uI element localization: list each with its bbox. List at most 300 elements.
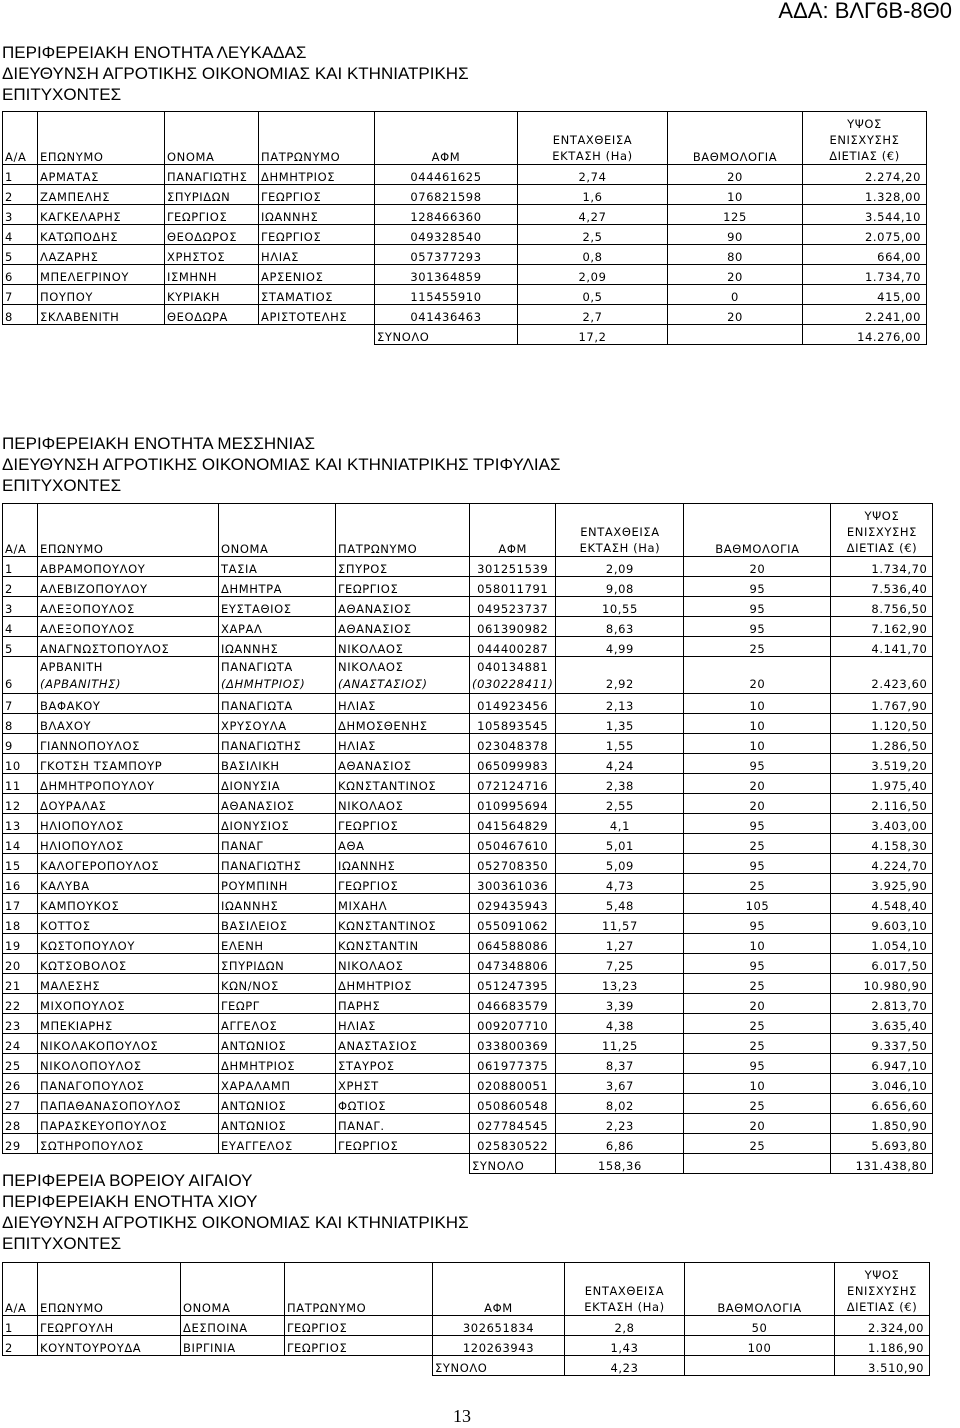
cell-area: 1,43: [565, 1336, 685, 1356]
col-header-afm: ΑΦΜ: [375, 112, 518, 165]
cell-area: 4,24: [556, 754, 684, 774]
col-header-area-line2: ΕΚΤΑΣΗ (Ha): [552, 149, 633, 163]
table-row: [3, 1316, 930, 1336]
col-header-name: ΟΝΟΜΑ: [181, 1263, 285, 1316]
cell-area: 1,55: [556, 734, 684, 754]
cell-name: ΒΑΣΙΛΕΙΟΣ: [219, 914, 336, 934]
cell-score: 20: [684, 774, 831, 794]
cell-score: 25: [684, 1094, 831, 1114]
cell-aa: 22: [3, 994, 38, 1014]
cell-fathers-name: ΠΑΝΑΓ.: [336, 1114, 470, 1134]
cell-name: ΕΥΣΤΑΘΙΟΣ: [219, 597, 336, 617]
cell-area: 2,5: [518, 225, 668, 245]
cell-aa: 28: [3, 1114, 38, 1134]
table-row: [3, 285, 927, 305]
cell-afm: 055091062: [470, 914, 556, 934]
cell-afm: 049328540: [375, 225, 518, 245]
total-amount: 131.438,80: [831, 1154, 933, 1174]
cell-afm: 020880051: [470, 1074, 556, 1094]
cell-amount: 3.544,10: [803, 205, 927, 225]
table-row: [3, 834, 933, 854]
section2-header: [2, 433, 560, 496]
cell-fathers-name: ΜΙΧΑΗΛ: [336, 894, 470, 914]
total-label: ΣΥΝΟΛΟ: [470, 1154, 556, 1174]
cell-afm: 065099983: [470, 754, 556, 774]
cell-area: 3,67: [556, 1074, 684, 1094]
table-row: [3, 1034, 933, 1054]
cell-fathers-name: ΓΕΩΡΓΙΟΣ: [336, 1134, 470, 1154]
cell-area: 9,08: [556, 577, 684, 597]
cell-area: 2,92: [556, 657, 684, 694]
cell-afm: 047348806: [470, 954, 556, 974]
total-row: [3, 325, 927, 345]
cell-aa: 5: [3, 245, 38, 265]
col-header-fathers-name: ΠΑΤΡΩΝΥΜΟ: [336, 504, 470, 557]
cell-surname: ΑΝΑΓΝΩΣΤΟΠΟΥΛΟΣ: [38, 637, 219, 657]
cell-fathers-name: ΑΡΙΣΤΟΤΕΛΗΣ: [259, 305, 375, 325]
table-header-row: [3, 1263, 930, 1316]
cell-afm: 041564829: [470, 814, 556, 834]
section1-header: [2, 42, 469, 105]
cell-aa: 6: [3, 657, 38, 694]
cell-fathers-name: ΑΝΑΣΤΑΣΙΟΣ: [336, 1034, 470, 1054]
cell-surname: ΝΙΚΟΛΟΠΟΥΛΟΣ: [38, 1054, 219, 1074]
cell-aa: 20: [3, 954, 38, 974]
table-row: [3, 1074, 933, 1094]
cell-name: ΧΑΡΑΛΑΜΠ: [219, 1074, 336, 1094]
total-label: ΣΥΝΟΛΟ: [375, 325, 518, 345]
cell-score: 10: [684, 1074, 831, 1094]
section3-title-periphery: ΠΕΡΙΦΕΡΕΙΑ ΒΟΡΕΙΟΥ ΑΙΓΑΙΟΥ: [2, 1171, 253, 1190]
cell-afm: 050467610: [470, 834, 556, 854]
cell-amount: 1.850,90: [831, 1114, 933, 1134]
cell-area: 2,09: [556, 557, 684, 577]
cell-name: ΧΡΗΣΤΟΣ: [165, 245, 259, 265]
cell-aa: 29: [3, 1134, 38, 1154]
table-row: [3, 794, 933, 814]
cell-surname: ΓΚΟΤΣΗ ΤΣΑΜΠΟΥΡ: [38, 754, 219, 774]
table-row: [3, 914, 933, 934]
col-header-area: [565, 1263, 685, 1316]
col-header-amount-line2: ΕΝΙΣΧΥΣΗΣ: [846, 525, 917, 539]
cell-score: 25: [684, 1134, 831, 1154]
cell-area: 0,8: [518, 245, 668, 265]
table-row: [3, 734, 933, 754]
cell-amount: 4.548,40: [831, 894, 933, 914]
table-header-row: [3, 112, 927, 165]
col-header-area-line1: ΕΝΤΑΧΘΕΙΣΑ: [584, 1284, 665, 1298]
cell-surname: ΠΑΝΑΓΟΠΟΥΛΟΣ: [38, 1074, 219, 1094]
cell-fathers-name-line1: ΝΙΚΟΛΑΟΣ: [338, 660, 404, 674]
col-header-score: ΒΑΘΜΟΛΟΓΙΑ: [684, 504, 831, 557]
cell-name: ΠΑΝΑΓΙΩΤΗΣ: [219, 854, 336, 874]
cell-area: 0,5: [518, 285, 668, 305]
cell-score: 25: [684, 974, 831, 994]
col-header-aa: Α/Α: [3, 1263, 38, 1316]
cell-amount: 8.756,50: [831, 597, 933, 617]
cell-aa: 1: [3, 1316, 38, 1336]
cell-afm: 105893545: [470, 714, 556, 734]
cell-name: ΤΑΣΙΑ: [219, 557, 336, 577]
table-row: [3, 874, 933, 894]
col-header-aa: Α/Α: [3, 504, 38, 557]
table-row: [3, 934, 933, 954]
cell-surname: ΗΛΙΟΠΟΥΛΟΣ: [38, 834, 219, 854]
cell-amount: 1.328,00: [803, 185, 927, 205]
cell-fathers-name: ΣΤΑΜΑΤΙΟΣ: [259, 285, 375, 305]
cell-area: 1,35: [556, 714, 684, 734]
cell-amount: 9.603,10: [831, 914, 933, 934]
cell-aa: 4: [3, 225, 38, 245]
cell-amount: 9.337,50: [831, 1034, 933, 1054]
cell-aa: 11: [3, 774, 38, 794]
cell-fathers-name: ΔΗΜΗΤΡΙΟΣ: [259, 165, 375, 185]
section2-title-successful: ΕΠΙΤΥΧΟΝΤΕΣ: [2, 476, 122, 495]
section1-table: [2, 111, 927, 345]
cell-score: 20: [668, 165, 803, 185]
cell-fathers-name: ΓΕΩΡΓΙΟΣ: [336, 874, 470, 894]
cell-aa: 5: [3, 637, 38, 657]
cell-surname: ΓΙΑΝΝΟΠΟΥΛΟΣ: [38, 734, 219, 754]
cell-fathers-name: ΓΕΩΡΓΙΟΣ: [259, 225, 375, 245]
cell-area: 5,01: [556, 834, 684, 854]
cell-surname: ΜΠΕΛΕΓΡΙΝΟΥ: [38, 265, 165, 285]
cell-area: 8,02: [556, 1094, 684, 1114]
cell-area: 1,6: [518, 185, 668, 205]
cell-score: 20: [668, 265, 803, 285]
cell-amount: 7.162,90: [831, 617, 933, 637]
section2-title-directorate: ΔΙΕΥΘΥΝΣΗ ΑΓΡΟΤΙΚΗΣ ΟΙΚΟΝΟΜΙΑΣ ΚΑΙ ΚΤΗΝΙΑΤΡΙΚΗΣ ΤΡΙΦΥΛΙΑΣ: [2, 455, 561, 474]
cell-score: 95: [684, 814, 831, 834]
total-area: 17,2: [518, 325, 668, 345]
cell-afm: 057377293: [375, 245, 518, 265]
cell-area: 3,39: [556, 994, 684, 1014]
cell-area: 2,74: [518, 165, 668, 185]
cell-amount: 3.046,10: [831, 1074, 933, 1094]
cell-area: 2,8: [565, 1316, 685, 1336]
cell-area: 2,7: [518, 305, 668, 325]
cell-area: 5,48: [556, 894, 684, 914]
col-header-amount-line3: ΔΙΕΤΙΑΣ (€): [846, 1300, 918, 1314]
table-row: [3, 577, 933, 597]
cell-name: ΧΑΡΑΛ: [219, 617, 336, 637]
total-empty: [668, 325, 803, 345]
table-row: [3, 225, 927, 245]
cell-afm: 072124716: [470, 774, 556, 794]
cell-surname: ΜΑΛΕΣΗΣ: [38, 974, 219, 994]
cell-name: ΧΡΥΣΟΥΛΑ: [219, 714, 336, 734]
cell-afm: 061390982: [470, 617, 556, 637]
cell-score: 10: [684, 694, 831, 714]
cell-amount: 1.054,10: [831, 934, 933, 954]
cell-score: 25: [684, 834, 831, 854]
cell-score: 20: [684, 994, 831, 1014]
cell-score: 25: [684, 1034, 831, 1054]
col-header-amount-line3: ΔΙΕΤΙΑΣ (€): [829, 149, 900, 163]
cell-afm: 076821598: [375, 185, 518, 205]
col-header-amount-line1: ΥΨΟΣ: [847, 117, 882, 131]
cell-amount: 2.813,70: [831, 994, 933, 1014]
cell-fathers-name: ΑΘΑΝΑΣΙΟΣ: [336, 597, 470, 617]
cell-afm: 058011791: [470, 577, 556, 597]
col-header-fathers-name: ΠΑΤΡΩΝΥΜΟ: [285, 1263, 433, 1316]
cell-surname: ΑΛΕΒΙΖΟΠΟΥΛΟΥ: [38, 577, 219, 597]
cell-score: 10: [668, 185, 803, 205]
cell-surname: ΚΟΤΤΟΣ: [38, 914, 219, 934]
total-empty: [685, 1356, 835, 1376]
cell-afm: 041436463: [375, 305, 518, 325]
col-header-amount-line3: ΔΙΕΤΙΑΣ (€): [846, 541, 918, 555]
cell-fathers-name: ΚΩΝΣΤΑΝΤΙΝ: [336, 934, 470, 954]
cell-score: 95: [684, 597, 831, 617]
cell-amount: 10.980,90: [831, 974, 933, 994]
cell-score: 95: [684, 577, 831, 597]
cell-aa: 13: [3, 814, 38, 834]
cell-fathers-name: ΓΕΩΡΓΙΟΣ: [285, 1336, 433, 1356]
cell-fathers-name: ΗΛΙΑΣ: [259, 245, 375, 265]
table-row: [3, 1114, 933, 1134]
cell-score: 20: [684, 794, 831, 814]
col-header-name: ΟΝΟΜΑ: [165, 112, 259, 165]
table-row-two-line: [3, 657, 933, 694]
total-amount: 3.510,90: [835, 1356, 930, 1376]
table-row: [3, 165, 927, 185]
cell-aa: 26: [3, 1074, 38, 1094]
col-header-amount: [835, 1263, 930, 1316]
cell-name-line2: (ΔΗΜΗΤΡΙΟΣ): [221, 677, 306, 691]
cell-score: 125: [668, 205, 803, 225]
cell-amount: 3.925,90: [831, 874, 933, 894]
cell-amount: 1.120,50: [831, 714, 933, 734]
cell-area: 8,37: [556, 1054, 684, 1074]
cell-aa: 8: [3, 714, 38, 734]
cell-fathers-name: ΚΩΝΣΤΑΝΤΙΝΟΣ: [336, 774, 470, 794]
cell-score: 95: [684, 854, 831, 874]
cell-afm: 025830522: [470, 1134, 556, 1154]
cell-amount: 4.224,70: [831, 854, 933, 874]
col-header-area: [518, 112, 668, 165]
cell-amount: 3.403,00: [831, 814, 933, 834]
cell-fathers-name: ΗΛΙΑΣ: [336, 734, 470, 754]
cell-amount: 6.656,60: [831, 1094, 933, 1114]
col-header-surname: ΕΠΩΝΥΜΟ: [38, 504, 219, 557]
cell-area: 2,55: [556, 794, 684, 814]
cell-surname: ΚΑΜΠΟΥΚΟΣ: [38, 894, 219, 914]
cell-afm: 044400287: [470, 637, 556, 657]
cell-area: 8,63: [556, 617, 684, 637]
section2-table: [2, 503, 933, 1174]
cell-surname: ΚΑΛΟΓΕΡΟΠΟΥΛΟΣ: [38, 854, 219, 874]
cell-aa: 16: [3, 874, 38, 894]
col-header-score: ΒΑΘΜΟΛΟΓΙΑ: [668, 112, 803, 165]
col-header-amount-line1: ΥΨΟΣ: [864, 509, 900, 523]
cell-surname: ΒΑΦΑΚΟΥ: [38, 694, 219, 714]
section3-table: [2, 1262, 930, 1376]
cell-surname: ΣΩΤΗΡΟΠΟΥΛΟΣ: [38, 1134, 219, 1154]
table-row: [3, 714, 933, 734]
cell-aa: 7: [3, 694, 38, 714]
cell-name: ΔΕΣΠΟΙΝΑ: [181, 1316, 285, 1336]
cell-afm: 300361036: [470, 874, 556, 894]
table-row: [3, 637, 933, 657]
cell-surname: ΚΩΤΣΟΒΟΛΟΣ: [38, 954, 219, 974]
cell-name: ΕΥΑΓΓΕΛΟΣ: [219, 1134, 336, 1154]
cell-name: ΑΝΤΩΝΙΟΣ: [219, 1094, 336, 1114]
table-row: [3, 894, 933, 914]
cell-name: ΠΑΝΑΓΙΩΤΗΣ: [219, 734, 336, 754]
cell-surname: ΣΚΛΑΒΕΝΙΤΗ: [38, 305, 165, 325]
cell-amount: 664,00: [803, 245, 927, 265]
table-row: [3, 994, 933, 1014]
section1-title-successful: ΕΠΙΤΥΧΟΝΤΕΣ: [2, 85, 122, 104]
cell-name: ΓΕΩΡΓ: [219, 994, 336, 1014]
cell-surname: ΠΑΠΑΘΑΝΑΣΟΠΟΥΛΟΣ: [38, 1094, 219, 1114]
total-area: 158,36: [556, 1154, 684, 1174]
cell-score: 20: [684, 1114, 831, 1134]
col-header-afm: ΑΦΜ: [433, 1263, 565, 1316]
cell-afm: 052708350: [470, 854, 556, 874]
table-row: [3, 974, 933, 994]
cell-area: 6,86: [556, 1134, 684, 1154]
cell-score: 80: [668, 245, 803, 265]
table-row: [3, 854, 933, 874]
cell-amount: 3.519,20: [831, 754, 933, 774]
cell-area: 11,57: [556, 914, 684, 934]
section1-title-region: ΠΕΡΙΦΕΡΕΙΑΚΗ ΕΝΟΤΗΤΑ ΛΕΥΚΑΔΑΣ: [2, 43, 307, 62]
cell-fathers-name: ΚΩΝΣΤΑΝΤΙΝΟΣ: [336, 914, 470, 934]
cell-area: 4,73: [556, 874, 684, 894]
cell-surname: ΠΑΡΑΣΚΕΥΟΠΟΥΛΟΣ: [38, 1114, 219, 1134]
cell-aa: 2: [3, 185, 38, 205]
cell-amount: 1.286,50: [831, 734, 933, 754]
table-row: [3, 1094, 933, 1114]
cell-fathers-name: ΝΙΚΟΛΑΟΣ: [336, 637, 470, 657]
cell-name: ΑΝΤΩΝΙΟΣ: [219, 1034, 336, 1054]
col-header-amount-line2: ΕΝΙΣΧΥΣΗΣ: [829, 133, 900, 147]
cell-name: ΣΠΥΡΙΔΩΝ: [165, 185, 259, 205]
col-header-fathers-name: ΠΑΤΡΩΝΥΜΟ: [259, 112, 375, 165]
page-number: 13: [453, 1406, 471, 1426]
cell-surname: ΑΛΕΞΟΠΟΥΛΟΣ: [38, 617, 219, 637]
cell-name: ΔΙΟΝΥΣΙΑ: [219, 774, 336, 794]
cell-afm: 128466360: [375, 205, 518, 225]
cell-amount: 6.947,10: [831, 1054, 933, 1074]
cell-aa: 14: [3, 834, 38, 854]
cell-amount: 5.693,80: [831, 1134, 933, 1154]
cell-area: 10,55: [556, 597, 684, 617]
cell-score: 95: [684, 754, 831, 774]
table-row: [3, 205, 927, 225]
col-header-surname: ΕΠΩΝΥΜΟ: [38, 1263, 181, 1316]
cell-area: 2,13: [556, 694, 684, 714]
cell-fathers-name: ΔΗΜΟΣΘΕΝΗΣ: [336, 714, 470, 734]
cell-name: ΙΩΑΝΝΗΣ: [219, 894, 336, 914]
cell-name: ΣΠΥΡΙΔΩΝ: [219, 954, 336, 974]
total-row: [3, 1356, 930, 1376]
cell-name: ΘΕΟΔΩΡΑ: [165, 305, 259, 325]
cell-afm: 301364859: [375, 265, 518, 285]
total-label: ΣΥΝΟΛΟ: [433, 1356, 565, 1376]
cell-surname: ΑΒΡΑΜΟΠΟΥΛΟΥ: [38, 557, 219, 577]
cell-afm: 046683579: [470, 994, 556, 1014]
cell-afm: 033800369: [470, 1034, 556, 1054]
cell-afm: 049523737: [470, 597, 556, 617]
cell-aa: 12: [3, 794, 38, 814]
cell-afm: 064588086: [470, 934, 556, 954]
cell-afm: 014923456: [470, 694, 556, 714]
cell-afm: 061977375: [470, 1054, 556, 1074]
section3-title-region: ΠΕΡΙΦΕΡΕΙΑΚΗ ΕΝΟΤΗΤΑ ΧΙΟΥ: [2, 1192, 258, 1211]
cell-fathers-name: ΑΘΑ: [336, 834, 470, 854]
cell-aa: 4: [3, 617, 38, 637]
cell-score: 95: [684, 1054, 831, 1074]
cell-surname: ΚΑΤΩΠΟΔΗΣ: [38, 225, 165, 245]
cell-amount: 415,00: [803, 285, 927, 305]
cell-name: [219, 657, 336, 694]
table-row: [3, 185, 927, 205]
table-header-row: [3, 504, 933, 557]
cell-surname: ΚΩΣΤΟΠΟΥΛΟΥ: [38, 934, 219, 954]
table-row: [3, 774, 933, 794]
col-header-name: ΟΝΟΜΑ: [219, 504, 336, 557]
cell-aa: 8: [3, 305, 38, 325]
cell-area: 4,27: [518, 205, 668, 225]
cell-afm-line1: 040134881: [477, 660, 549, 674]
cell-surname: ΝΙΚΟΛΑΚΟΠΟΥΛΟΣ: [38, 1034, 219, 1054]
cell-amount: 1.734,70: [831, 557, 933, 577]
cell-aa: 6: [3, 265, 38, 285]
cell-area: 11,25: [556, 1034, 684, 1054]
cell-name: ΔΗΜΗΤΡΑ: [219, 577, 336, 597]
section2-title-region: ΠΕΡΙΦΕΡΕΙΑΚΗ ΕΝΟΤΗΤΑ ΜΕΣΣΗΝΙΑΣ: [2, 434, 316, 453]
cell-amount: 4.158,30: [831, 834, 933, 854]
cell-fathers-name-line2: (ΑΝΑΣΤΑΣΙΟΣ): [338, 677, 428, 691]
cell-name: ΒΙΡΓΙΝΙΑ: [181, 1336, 285, 1356]
cell-surname: ΗΛΙΟΠΟΥΛΟΣ: [38, 814, 219, 834]
cell-afm: 044461625: [375, 165, 518, 185]
cell-area: 13,23: [556, 974, 684, 994]
cell-surname: ΛΑΖΑΡΗΣ: [38, 245, 165, 265]
col-header-amount: [803, 112, 927, 165]
cell-amount: 7.536,40: [831, 577, 933, 597]
col-header-area-line2: ΕΚΤΑΣΗ (Ha): [579, 541, 661, 555]
table-row: [3, 954, 933, 974]
cell-amount: 1.767,90: [831, 694, 933, 714]
cell-fathers-name: ΓΕΩΡΓΙΟΣ: [336, 577, 470, 597]
cell-aa: 2: [3, 577, 38, 597]
cell-aa: 18: [3, 914, 38, 934]
cell-score: 105: [684, 894, 831, 914]
cell-score: 25: [684, 874, 831, 894]
cell-fathers-name: ΙΩΑΝΝΗΣ: [336, 854, 470, 874]
cell-name: ΔΙΟΝΥΣΙΟΣ: [219, 814, 336, 834]
cell-surname-line1: ΑΡΒΑΝΙΤΗ: [40, 660, 104, 674]
col-header-area-line2: ΕΚΤΑΣΗ (Ha): [584, 1300, 665, 1314]
cell-surname: ΑΡΜΑΤΑΣ: [38, 165, 165, 185]
cell-afm: 010995694: [470, 794, 556, 814]
cell-aa: 1: [3, 165, 38, 185]
cell-fathers-name: ΗΛΙΑΣ: [336, 1014, 470, 1034]
cell-fathers-name: ΙΩΑΝΝΗΣ: [259, 205, 375, 225]
cell-fathers-name: ΝΙΚΟΛΑΟΣ: [336, 954, 470, 974]
cell-surname: ΚΑΛΥΒΑ: [38, 874, 219, 894]
cell-fathers-name: ΓΕΩΡΓΙΟΣ: [285, 1316, 433, 1336]
cell-amount: 2.423,60: [831, 657, 933, 694]
col-header-aa: Α/Α: [3, 112, 38, 165]
cell-name: ΓΕΩΡΓΙΟΣ: [165, 205, 259, 225]
cell-surname: ΔΗΜΗΤΡΟΠΟΥΛΟΥ: [38, 774, 219, 794]
cell-fathers-name: ΣΤΑΥΡΟΣ: [336, 1054, 470, 1074]
